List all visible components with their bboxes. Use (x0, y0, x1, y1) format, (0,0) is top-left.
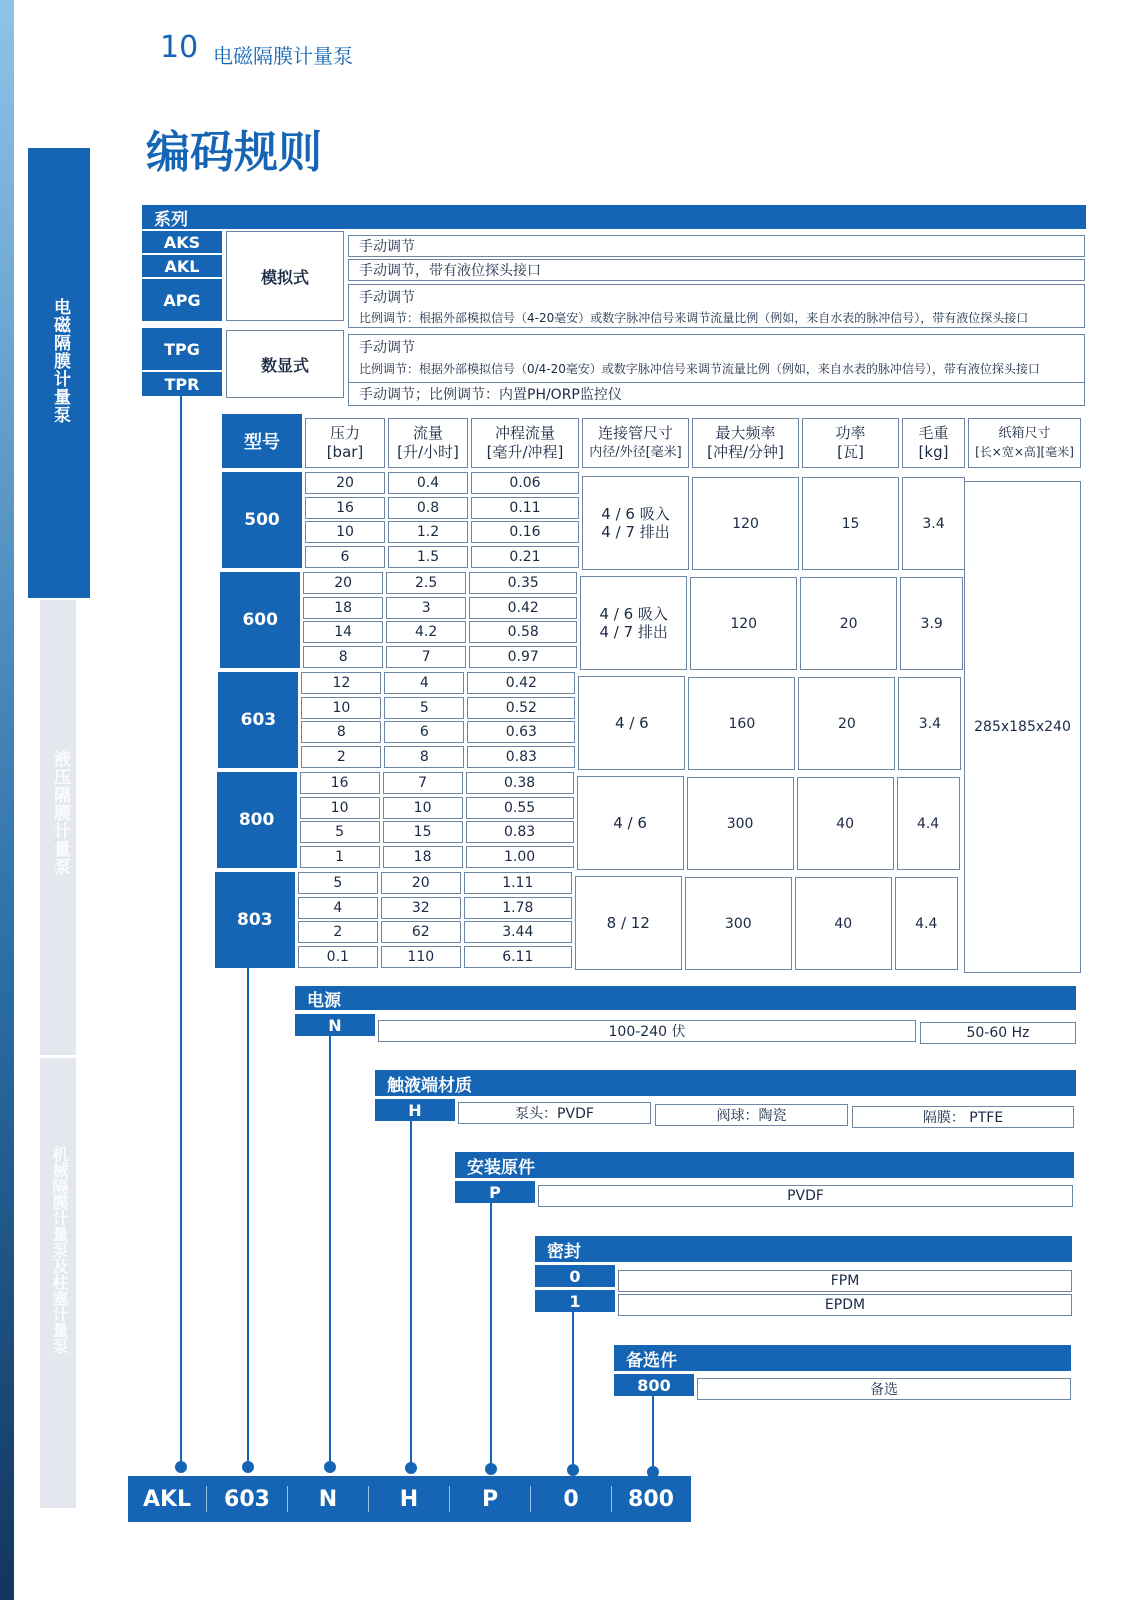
column-header-title: 毛重 (918, 424, 949, 442)
carton-size: 285x185x240 (964, 481, 1081, 973)
analog-desc: 手动调节 (348, 235, 1085, 257)
connection-line: 4 / 7 排出 (601, 523, 670, 541)
connection-line: 4 / 7 排出 (599, 623, 668, 641)
column-header-unit: [瓦] (837, 443, 864, 461)
digital-label: 数显式 (226, 330, 344, 398)
column-header-unit: [长×宽×高][毫米] (975, 445, 1074, 459)
analog-desc-box (348, 284, 1085, 328)
model-code: 600 (220, 572, 300, 668)
model-freq: 120 (692, 477, 799, 570)
analog-desc: 手动调节 (359, 290, 415, 306)
analog-desc: 手动调节，带有液位探头接口 (348, 259, 1085, 281)
material-header: 触液端材质 (375, 1070, 1076, 1096)
series-code-akl: AKL (142, 255, 222, 277)
table-cell: 0.4 (388, 472, 468, 494)
column-header-unit: [冲程/分钟] (707, 443, 784, 461)
table-cell: 4 (298, 897, 378, 919)
example-code-segment: H (399, 1486, 419, 1512)
column-header-title: 最大频率 (715, 424, 776, 442)
side-tab-label: 机械隔膜计量泵及柱塞计量泵 (50, 1146, 69, 1354)
table-cell: 1.11 (464, 872, 572, 894)
connection-size (578, 676, 685, 770)
table-cell: 1.78 (464, 897, 572, 919)
seal-value: FPM (618, 1270, 1072, 1292)
power-voltage: 100-240 伏 (378, 1020, 916, 1042)
table-cell: 8 (301, 721, 381, 743)
column-header-title: 流量 (412, 424, 443, 442)
options-code: 800 (614, 1374, 694, 1396)
connector-line (410, 1121, 412, 1464)
table-cell: 110 (381, 946, 461, 968)
table-cell: 0.38 (466, 772, 574, 794)
table-cell: 16 (305, 497, 385, 519)
column-header (802, 418, 899, 468)
connector-line (490, 1203, 492, 1464)
table-cell: 20 (305, 472, 385, 494)
table-cell: 5 (298, 872, 378, 894)
connector-dot (485, 1463, 497, 1475)
model-power: 40 (795, 877, 892, 970)
column-header-unit: [bar] (326, 443, 364, 461)
side-tab-label: 电磁隔膜计量泵 (50, 298, 70, 424)
table-cell: 18 (383, 846, 463, 868)
series-header: 系列 (142, 205, 1086, 229)
column-header-title: 连接管尺寸 (597, 424, 673, 442)
model-code: 603 (218, 672, 298, 768)
material-diaphragm: 隔膜： PTFE (852, 1106, 1074, 1128)
model-freq: 300 (685, 877, 792, 970)
table-cell: 16 (300, 772, 380, 794)
table-cell: 4 (384, 672, 464, 694)
table-cell: 10 (300, 797, 380, 819)
example-code-segment: AKL (142, 1486, 192, 1512)
table-cell: 6.11 (464, 946, 572, 968)
model-code: 500 (222, 472, 302, 568)
table-cell: 14 (303, 621, 383, 643)
column-header (471, 418, 579, 468)
options-header: 备选件 (614, 1345, 1071, 1371)
model-weight: 4.4 (897, 777, 960, 870)
model-freq: 160 (688, 677, 795, 770)
fittings-value: PVDF (538, 1185, 1073, 1207)
column-header (388, 418, 468, 468)
digital-desc: 手动调节；比例调节：内置PH/ORP监控仪 (359, 387, 622, 403)
table-cell: 5 (384, 697, 464, 719)
example-code-segment: P (481, 1486, 499, 1512)
column-header-unit: 内径/外径[毫米] (589, 445, 682, 460)
table-cell: 0.21 (471, 546, 579, 568)
table-cell: 32 (381, 897, 461, 919)
column-header (305, 418, 385, 468)
digital-desc: 比例调节：根据外部模拟信号（0/4-20毫安）或数字脉冲信号来调节流量比例（例如，来自水表的脉冲信号），带有液位探头接口 (359, 362, 1040, 376)
series-code-aks: AKS (142, 231, 222, 253)
table-cell: 10 (383, 797, 463, 819)
page-subtitle: 电磁隔膜计量泵 (213, 44, 353, 68)
table-cell: 4.2 (386, 621, 466, 643)
side-tab-active[interactable] (28, 148, 90, 598)
example-code-segment: N (318, 1486, 338, 1512)
table-cell: 0.1 (298, 946, 378, 968)
left-edge-strip (0, 0, 14, 1600)
column-header-title: 纸箱尺寸 (998, 426, 1051, 441)
material-pump-head: 泵头：PVDF (458, 1102, 651, 1124)
table-cell: 0.42 (467, 672, 575, 694)
connection-size (580, 576, 687, 670)
table-cell: 15 (383, 821, 463, 843)
analog-desc: 比例调节：根据外部模拟信号（4-20毫安）或数字脉冲信号来调节流量比例（例如，来自水表的脉冲信号），带有液位探头接口 (359, 311, 1029, 325)
table-cell: 0.16 (471, 521, 579, 543)
table-cell: 5 (300, 821, 380, 843)
series-code-apg: APG (142, 279, 222, 321)
column-header-title: 冲程流量 (494, 424, 555, 442)
table-cell: 0.35 (469, 572, 577, 594)
fittings-header: 安装原件 (455, 1152, 1074, 1178)
column-header-title: 功率 (835, 424, 866, 442)
side-tab-inactive[interactable] (40, 1058, 76, 1508)
table-cell: 3.44 (464, 921, 572, 943)
example-code-segment: 800 (628, 1486, 674, 1512)
seal-header: 密封 (535, 1236, 1072, 1262)
table-cell: 0.55 (466, 797, 574, 819)
table-cell: 8 (303, 646, 383, 668)
model-freq: 120 (690, 577, 797, 670)
table-cell: 1.00 (466, 846, 574, 868)
seal-code: 1 (535, 1290, 615, 1312)
model-code: 803 (215, 872, 295, 968)
table-cell: 0.83 (466, 821, 574, 843)
series-code-tpr: TPR (142, 372, 222, 396)
column-header-title: 压力 (329, 424, 360, 442)
column-header-unit: [升/小时] (397, 443, 459, 461)
model-power: 20 (798, 677, 895, 770)
model-weight: 3.4 (898, 677, 961, 770)
model-code: 800 (217, 772, 297, 868)
table-cell: 6 (384, 721, 464, 743)
model-weight: 3.9 (900, 577, 963, 670)
side-tab-label: 液压隔膜计量泵 (50, 750, 70, 876)
connector-line (247, 966, 249, 1464)
power-frequency: 50-60 Hz (920, 1022, 1076, 1044)
table-cell: 62 (381, 921, 461, 943)
example-code-bar (128, 1476, 691, 1522)
table-cell: 0.63 (467, 721, 575, 743)
table-cell: 6 (305, 546, 385, 568)
example-code-segment: 603 (224, 1486, 270, 1512)
table-cell: 0.11 (471, 497, 579, 519)
options-value: 备选 (697, 1378, 1071, 1400)
fittings-code: P (455, 1181, 535, 1203)
digital-desc-box (348, 334, 1085, 406)
table-cell: 2 (301, 746, 381, 768)
side-tab-inactive[interactable] (40, 600, 76, 1055)
connection-line: 4 / 6 吸入 (599, 605, 668, 623)
page-title: 编码规则 (146, 127, 322, 178)
table-cell: 18 (303, 597, 383, 619)
table-cell: 8 (384, 746, 464, 768)
table-cell: 20 (381, 872, 461, 894)
connector-dot (175, 1461, 187, 1473)
seal-value: EPDM (618, 1294, 1072, 1316)
table-cell: 2.5 (386, 572, 466, 594)
table-cell: 3 (386, 597, 466, 619)
connector-line (329, 1036, 331, 1464)
connection-size (582, 476, 689, 570)
connector-line (652, 1396, 654, 1466)
power-header: 电源 (295, 986, 1076, 1010)
table-cell: 12 (301, 672, 381, 694)
column-header (692, 418, 799, 468)
table-cell: 10 (305, 521, 385, 543)
connection-line: 4 / 6 (613, 814, 647, 832)
material-valve-ball: 阀球：陶瓷 (655, 1104, 848, 1126)
table-cell: 2 (298, 921, 378, 943)
column-header (968, 418, 1081, 468)
model-power: 40 (797, 777, 894, 870)
seal-code: 0 (535, 1265, 615, 1287)
connection-size (577, 776, 684, 870)
example-code-segment: 0 (563, 1486, 579, 1512)
page-number: 10 (160, 30, 199, 65)
column-header-unit: [毫升/冲程] (486, 443, 564, 461)
table-cell: 1 (300, 846, 380, 868)
model-weight: 3.4 (902, 477, 965, 570)
model-power: 20 (800, 577, 897, 670)
column-header-unit: [kg] (918, 443, 949, 461)
table-cell: 0.52 (467, 697, 575, 719)
connection-size (575, 876, 682, 970)
connector-dot (567, 1464, 579, 1476)
connection-line: 4 / 6 (615, 714, 649, 732)
column-header (582, 418, 689, 468)
connector-line (180, 396, 182, 1464)
model-weight: 4.4 (895, 877, 958, 970)
table-cell: 0.42 (469, 597, 577, 619)
table-cell: 10 (301, 697, 381, 719)
column-header (902, 418, 965, 468)
table-cell: 0.83 (467, 746, 575, 768)
table-cell: 1.2 (388, 521, 468, 543)
table-cell: 1.5 (388, 546, 468, 568)
table-cell: 0.8 (388, 497, 468, 519)
table-cell: 7 (383, 772, 463, 794)
table-cell: 7 (386, 646, 466, 668)
model-power: 15 (802, 477, 899, 570)
series-code-tpg: TPG (142, 328, 222, 370)
connection-line: 4 / 6 吸入 (601, 505, 670, 523)
digital-desc: 手动调节 (359, 340, 415, 356)
analog-label: 模拟式 (226, 231, 344, 321)
connector-dot (324, 1461, 336, 1473)
power-code: N (295, 1014, 375, 1036)
material-code: H (375, 1099, 455, 1121)
connector-dot (405, 1462, 417, 1474)
table-cell: 0.06 (471, 472, 579, 494)
connector-dot (242, 1461, 254, 1473)
connector-line (572, 1312, 574, 1464)
model-freq: 300 (687, 777, 794, 870)
table-cell: 0.58 (469, 621, 577, 643)
table-cell: 20 (303, 572, 383, 594)
model-header: 型号 (222, 414, 302, 468)
connection-line: 8 / 12 (606, 914, 650, 932)
table-cell: 0.97 (469, 646, 577, 668)
